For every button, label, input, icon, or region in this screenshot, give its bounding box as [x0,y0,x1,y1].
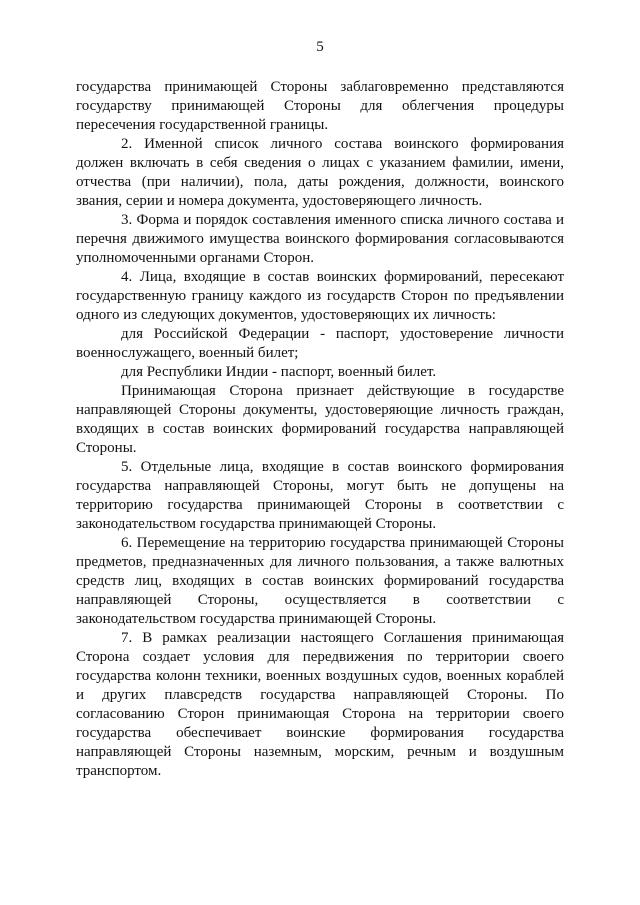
paragraph-india-documents: для Республики Индии - паспорт, военный билет. [121,364,437,380]
paragraph-item-3: 3. Форма и порядок составления именного списка личного состава и перечня движимого имущества воинского формирования согласовываются уполномоченными органами Сторон. [76,212,564,266]
paragraph-item-4: 4. Лица, входящие в состав воинских формирований, пересекают государственную границу каждого из государств Сторон по предъявлении одного из следующих документов, удостоверяющих их личность: [76,269,564,323]
paragraph-recognition: Принимающая Сторона признает действующие в государстве направляющей Стороны документы, удостоверяющие личность граждан, входящих в состав воинских формирований государства направляющей Стороны. [76,383,564,456]
paragraph-russia-documents: для Российской Федерации - паспорт, удостоверение личности военнослужащего, военный билет; [76,326,564,361]
document-body [76,78,564,781]
paragraph-continuation: государства принимающей Стороны заблаговременно представляются государству принимающей Стороны для облегчения процедуры пересечения государственной границы. [76,79,564,133]
paragraph-item-5: 5. Отдельные лица, входящие в состав воинского формирования государства направляющей Стороны, могут быть не допущены на территорию государства принимающей Стороны в соответствии с законодательством государства принимающей Стороны. [76,459,564,532]
paragraph-item-6: 6. Перемещение на территорию государства принимающей Стороны предметов, предназначенных для личного пользования, а также валютных средств лиц, входящих в состав воинских формирований государства направляющей Стороны, осуществляется в соответствии с законодательством государства принимающей Стороны. [76,535,564,627]
page-number: 5 [316,39,324,55]
paragraph-item-2: 2. Именной список личного состава воинского формирования должен включать в себя сведения о лицах с указанием фамилии, имени, отчества (при наличии), пола, даты рождения, должности, воинского звания, серии и номера документа, удостоверяющего личность. [76,136,564,209]
paragraph-item-7: 7. В рамках реализации настоящего Соглашения принимающая Сторона создает условия для передвижения по территории своего государства колонн техники, военных воздушных судов, военных кораблей и других плавсредств государства направляющей Стороны. По согласованию Сторон принимающая Сторона на территории своего государства обеспечивает воинские формирования государства направляющей Стороны наземным, морским, речным и воздушным транспортом. [76,630,564,779]
